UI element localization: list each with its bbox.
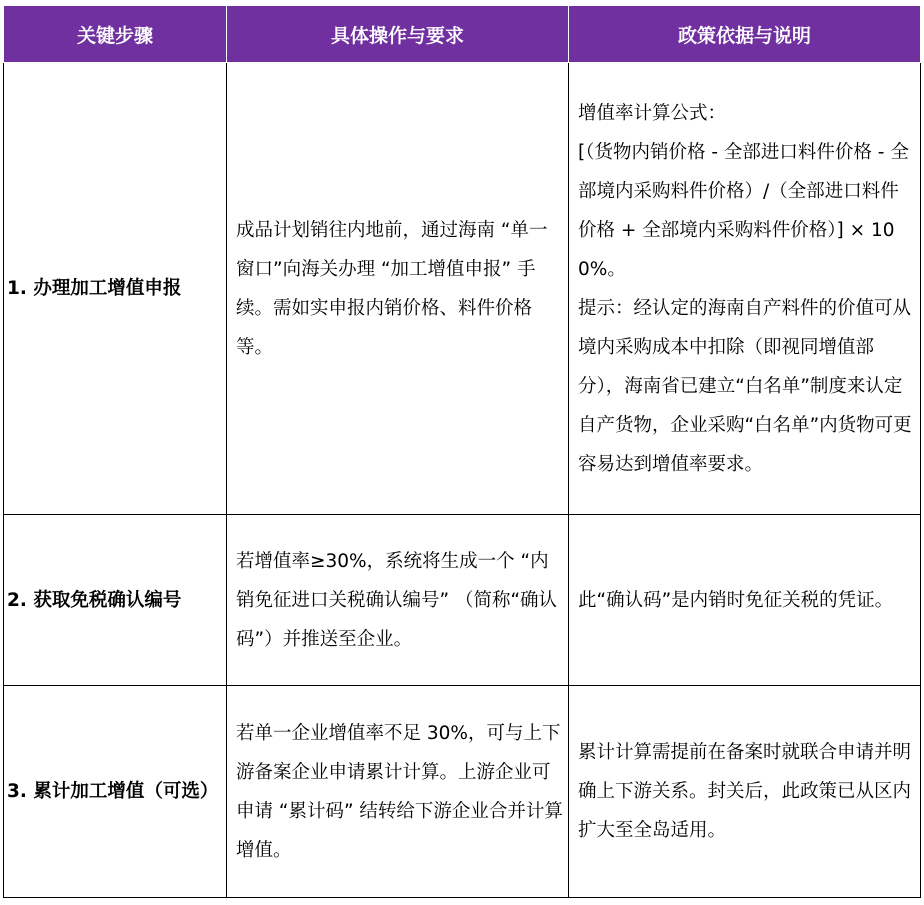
header-operations: 具体操作与要求 [227, 6, 569, 63]
table-row [4, 63, 921, 515]
formula-text: [（货物内销价格 - 全部进口料件价格 - 全部境内采购料件价格）/（全部进口料件价格 + 全部境内采购料件价格）] × 100%。 [578, 141, 909, 280]
step-cell: 1. 办理加工增值申报 [4, 63, 227, 515]
basis-text: 累计计算需提前在备案时就联合申请并明确上下游关系。封关后，此政策已从区内扩大至全岛适用。 [578, 742, 912, 841]
header-policy-basis: 政策依据与说明 [569, 6, 921, 63]
basis-cell [569, 63, 921, 515]
step-cell: 3. 累计加工增值（可选） [4, 686, 227, 898]
step-cell: 2. 获取免税确认编号 [4, 515, 227, 686]
table-header-row [4, 6, 921, 63]
basis-cell [569, 515, 921, 686]
header-key-steps: 关键步骤 [4, 6, 227, 63]
basis-text: 此“确认码”是内销时免征关税的凭证。 [578, 589, 894, 611]
policy-table [3, 5, 921, 898]
table-row [4, 515, 921, 686]
operation-cell: 若增值率≥30%，系统将生成一个 “内销免征进口关税确认编号” （简称“确认码”）并推送至企业。 [227, 515, 569, 686]
formula-title: 增值率计算公式： [578, 102, 727, 124]
operation-cell: 成品计划销往内地前，通过海南 “单一窗口”向海关办理 “加工增值申报” 手续。需如实申报内销价格、料件价格等。 [227, 63, 569, 515]
formula-tip: 提示：经认定的海南自产料件的价值可从境内采购成本中扣除（即视同增值部分），海南省已建立“白名单”制度来认定自产货物，企业采购“白名单”内货物可更容易达到增值率要求。 [578, 297, 912, 475]
basis-cell [569, 686, 921, 898]
table-row [4, 686, 921, 898]
operation-cell: 若单一企业增值率不足 30%，可与上下游备案企业申请累计计算。上游企业可申请 “累计码” 结转给下游企业合并计算增值。 [227, 686, 569, 898]
